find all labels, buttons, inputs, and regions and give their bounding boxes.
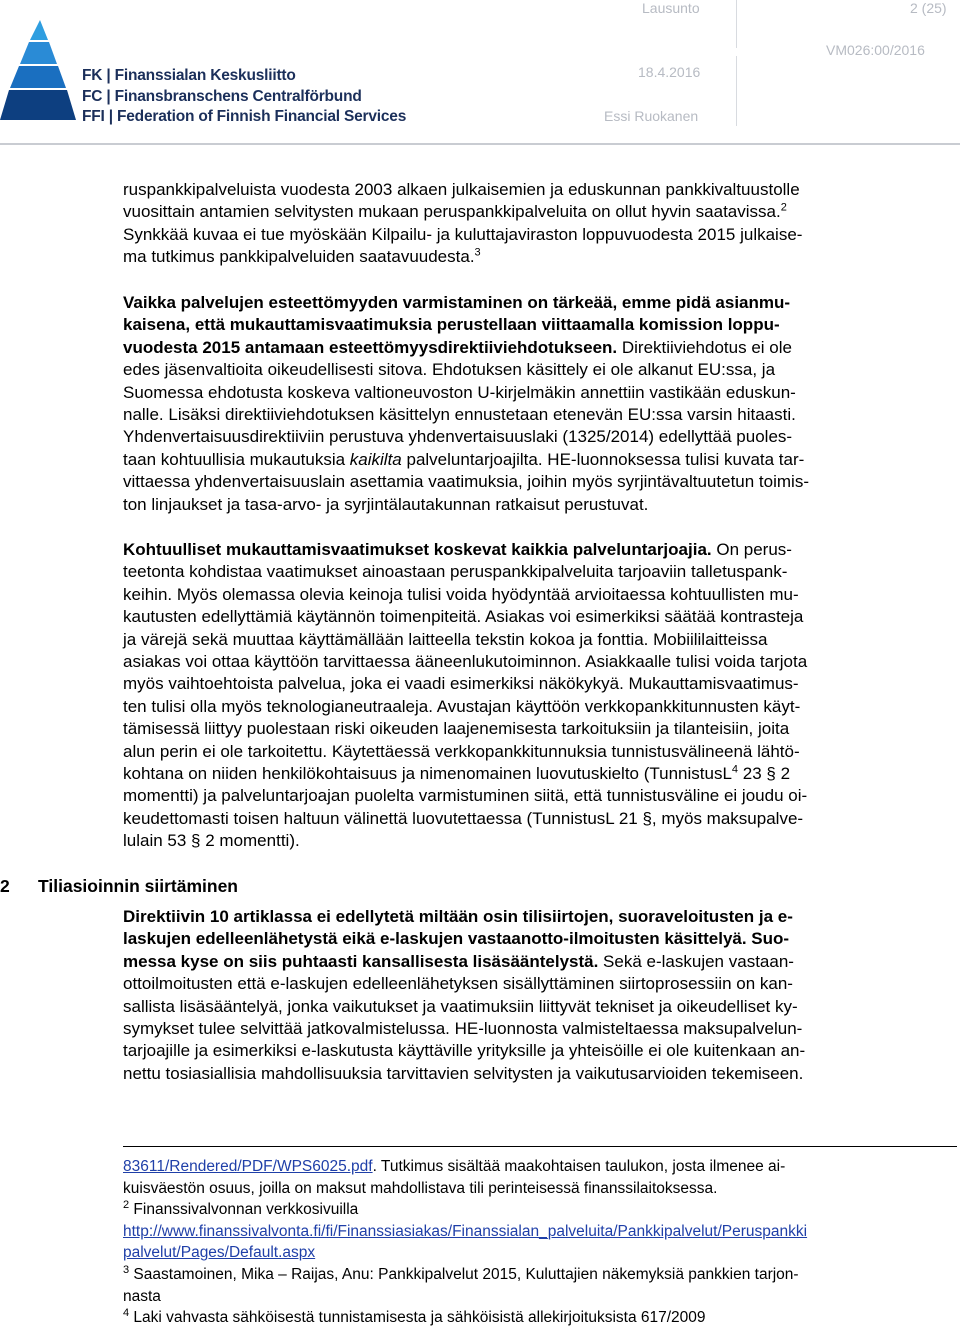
text-line: teetonta kohdistaa vaatimukset ainoastaan peruspankkipalveluita tarjoaviin talletuspank- <box>123 562 788 582</box>
footnote-line: nasta <box>123 1287 161 1305</box>
footnote-4: $^4$ Laki vahvasta sähköisestä tunnistamisesta ja sähköisistä allekirjoituksista 617/2009 <box>123 1307 706 1327</box>
text-line: ruspankkipalveluista vuodesta 2003 alkaen julkaisemien ja eduskunnan pankkivaltuustolle <box>123 180 800 199</box>
text-line: ottoilmoitusten että e-laskujen edelleenlähetyksen sisällyttäminen siirtoprosessiin on kan- <box>123 974 793 994</box>
footnote-line <box>123 1221 957 1243</box>
text-line: laskujen edelleenlähetystä eikä e-laskujen vastaanotto-ilmoitusten käsittelyä. Suo- <box>123 929 790 949</box>
footnote-ref[interactable]: 4 <box>731 763 739 776</box>
author: Essi Ruokanen <box>604 108 699 124</box>
text-line: kautusten edellyttämiä käytännön toimenpiteitä. Asiakas voi esimerkiksi säätää kontrasteja <box>123 607 804 627</box>
reference-number: VM026:00/2016 <box>826 42 925 58</box>
text-line: edes jäsenvaltioita oikeudellisesti sitova. Ehdotuksen käsittely ei ole alkanut EU:ssa, ja <box>123 360 776 380</box>
footnote-link[interactable]: palvelut/Pages/Default.aspx <box>123 1244 316 1262</box>
text-line: Yhdenvertaisuusdirektiiviin perustuva yhdenvertaisuuslaki (1325/2014) edellyttää puoles- <box>123 427 793 447</box>
footnotes <box>123 1156 957 1329</box>
text-line: vuosittain antamien selvitysten mukaan peruspankkipalveluita on ollut hyvin saatavissa.$^2$ <box>123 201 787 222</box>
paragraph-availability <box>123 179 953 269</box>
text-line: keudettomasti toisen haltuun välinettä luovutettaessa (TunnistusL 21 §, myös maksupalve- <box>123 808 804 828</box>
text-line: sallista lisäsääntelyä, jonka vaikutukset ja vaatimuksiin liittyvät tekniset ja oikeudelliset ky- <box>123 996 798 1016</box>
text-line: ja värejä sekä muuttaa käyttämällään laitteella tekstin kokoa ja fonttia. Mobiililaitteissa <box>123 629 768 649</box>
text-line: nalle. Lisäksi direktiiviehdotuksen käsittelyn ennustetaan etenevän EU:ssa varsin hitaasti. <box>123 404 796 424</box>
text-line: lulain 53 § 2 momentti). <box>123 831 300 851</box>
footnote-link[interactable]: http://www.finanssivalvonta.fi/fi/Finanssiasiakas/Finanssialan_palveluita/Pankkipalvelut/Peruspankki <box>123 1222 808 1240</box>
text-line: myös vaihtoehtoista palvelua, joka ei vaadi esimerkiksi näkökykyä. Mukauttamisvaatimus- <box>123 674 799 694</box>
text-line: Vaikka palvelujen esteettömyyden varmistaminen on tärkeää, emme pidä asianmu- <box>123 293 791 312</box>
text-line: vittaessa yhdenvertaisuuslain asettamia vaatimuksia, joihin myös syrjintävaltuutetun toimis- <box>123 472 809 492</box>
text-line: vuodesta 2015 antamaan esteettömyysdirektiiviehdotukseen. Direktiiviehdotus ei ole <box>123 337 792 357</box>
text-line: momentti) ja palveluntarjoajan puolelta varmistuminen siitä, että tunnistusväline ei joudu oi- <box>123 786 808 806</box>
header-divider <box>736 0 737 48</box>
header-divider <box>736 56 737 126</box>
text-line: Kohtuulliset mukauttamisvaatimukset koskevat kaikkia palveluntarjoajia. On perus- <box>123 540 792 559</box>
ffi-logo-icon <box>0 20 78 128</box>
text-line: kohtana on niiden henkilökohtaisuus ja nimenomainen luovutuskielto (TunnistusL$^4$ 23 § 2 <box>123 763 791 783</box>
section-title: Tiliasioinnin siirtäminen <box>38 876 238 896</box>
footnote-link[interactable]: 83611/Rendered/PDF/WPS6025.pdf <box>123 1158 373 1175</box>
text-line: Direktiivin 10 artiklassa ei edellytetä miltään osin tilisiirtojen, suoraveloitusten ja e- <box>123 907 793 926</box>
logo-line-fc: FC | Finansbranschens Centralförbund <box>82 88 362 105</box>
text-line: ma tutkimus pankkipalveluiden saatavuudesta.$^3$ <box>123 246 481 267</box>
logo-line-ffi: FFI | Federation of Finnish Financial Services <box>82 108 407 125</box>
logo-line-fk: FK | Finanssialan Keskusliitto <box>82 67 296 84</box>
text-line: ten tulisi olla myös teknologianeutraaleja. Avustajan käyttöön verkkopankkitunnusten käyt- <box>123 696 801 716</box>
text-line: keihin. Myös olemassa olevia keinoja tulisi voida hyödyntää arvioitaessa kohtuullisten mu- <box>123 584 799 604</box>
text-line: symykset tulee selvittää jatkovalmistelussa. HE-luonnosta valmisteltaessa maksupalvelun- <box>123 1018 803 1038</box>
header-rule <box>0 143 960 145</box>
footnote-line: kuisväestön osuus, joilla on maksut mahdollistava tili perinteisessä finanssilaitoksessa. <box>123 1179 718 1197</box>
text-line: Synkkää kuvaa ei tue myöskään Kilpailu- ja kuluttajaviraston loppuvuodesta 2015 julkaise- <box>123 224 803 244</box>
text-line: nettu tosiasiallisia mahdollisuuksia tarvittavien selvitysten ja vaikutusarvioiden tekemiseen. <box>123 1063 804 1083</box>
section-number: 2 <box>0 876 10 896</box>
footnote-ref[interactable]: 2 <box>780 201 787 214</box>
footnote-line <box>123 1242 957 1264</box>
text-line: kaisena, että mukauttamisvaatimuksia perustellaan viittaamalla komission loppu- <box>123 315 780 335</box>
footnote-3: $^3$ Saastamoinen, Mika – Raijas, Anu: Pankkipalvelut 2015, Kuluttajien näkemyksiä pankkien tarjon- <box>123 1263 799 1283</box>
text-line: ton linjaukset ja tasa-arvo- ja syrjintälautakunnan ratkaisut perustuvat. <box>123 494 649 514</box>
text-line: tämisessä liittyy puolestaan riski oikeuden laajenemisesta tarkoituksiin ja tilanteisiin, joita <box>123 719 790 739</box>
text-line: alun perin ei ole tarkoitettu. Käytettäessä verkkopankkitunnuksia tunnistusvälineenä lähtö- <box>123 741 800 761</box>
text-line: messa kyse on siis puhtaasti kansallisesta lisäsääntelystä. Sekä e-laskujen vastaan- <box>123 951 794 971</box>
footnote-ref[interactable]: 3 <box>474 246 481 259</box>
doc-type: Lausunto <box>642 0 700 16</box>
text-line: tarjoajille ja esimerkiksi e-laskutusta käyttäville yrityksille ja yhteisöille ei ole kuitenkaan an- <box>123 1041 806 1061</box>
text-line: taan kohtuullisia mukautuksia kaikilta palveluntarjoajilta. HE-luonnoksessa tulisi kuvata tar- <box>123 449 805 469</box>
text-line: asiakas voi ottaa käyttöön tarvittaessa ääneenlukutoiminnon. Asiakkaalle tulisi voida tarjota <box>123 651 808 671</box>
paragraph-account-transfer <box>123 906 953 1085</box>
text-line: Suomessa ehdotusta koskeva valtioneuvoston U-kirjelmäkin annettiin vastikään eduskun- <box>123 382 796 402</box>
doc-date: 18.4.2016 <box>638 64 701 80</box>
paragraph-accessibility <box>123 292 953 516</box>
paragraph-reasonable-accommodation <box>123 539 953 852</box>
page-number: 2 (25) <box>910 0 947 16</box>
footnote-line: 83611/Rendered/PDF/WPS6025.pdf. Tutkimus sisältää maakohtaisen taulukon, josta ilmenee ai- <box>123 1158 786 1175</box>
footnote-2: $^2$ Finanssivalvonnan verkkosivuilla <box>123 1199 359 1219</box>
footnote-separator <box>123 1146 957 1147</box>
